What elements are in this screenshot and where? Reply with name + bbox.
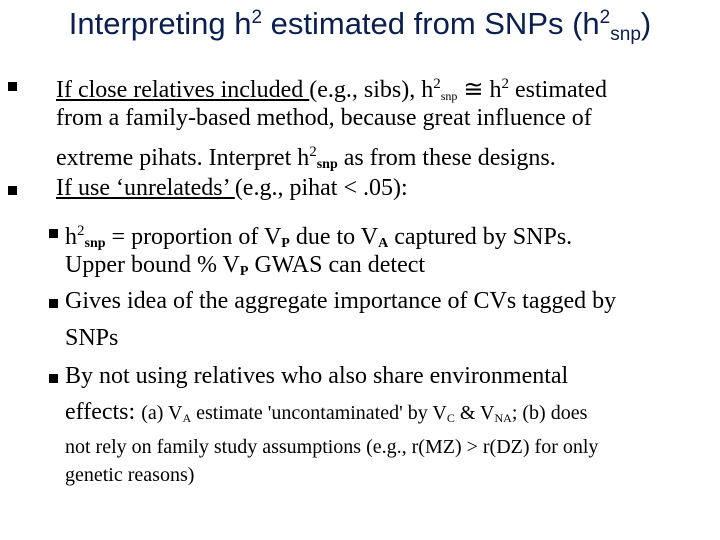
sub-bullet-3-line-3: not rely on family study assumptions (e.g., r(MZ) > r(DZ) for only (65, 436, 599, 458)
subscript: snp (84, 236, 106, 251)
sub-bullet-2-line-1: Gives idea of the aggregate importance of CVs tagged by (65, 288, 617, 314)
text: h (65, 224, 77, 250)
superscript: 2 (309, 144, 317, 160)
underlined-text: If close relatives included (56, 77, 310, 103)
text: estimate 'uncontaminated' by V (191, 402, 447, 424)
text: (e.g., sibs), h (309, 77, 434, 103)
text: effects: (65, 399, 142, 425)
sub-bullet-2-line-2: SNPs (65, 325, 119, 351)
sub-bullet-3-line-1: By not using relatives who also share environmental (65, 363, 569, 389)
bullet-2-line-1 (56, 173, 408, 204)
title-subscript: snp (610, 24, 641, 45)
subscript: A (378, 236, 389, 251)
title-text: Interpreting h (68, 6, 252, 41)
title-text-middle: estimated from SNPs (h (262, 6, 600, 41)
title-text-suffix: ) (640, 6, 652, 41)
bullet-marker (8, 82, 17, 91)
sub-bullet-3-line-4: genetic reasons) (65, 464, 195, 486)
text: estimated (509, 77, 607, 103)
subscript: P (239, 264, 249, 279)
title-superscript: 2 (251, 7, 263, 28)
underlined-text: If use ‘unrelateds’ (56, 175, 235, 201)
superscript: 2 (77, 223, 85, 239)
small-text (141, 402, 587, 424)
superscript: 2 (501, 76, 509, 92)
text: as from these designs. (337, 145, 556, 171)
text: (e.g., pihat < .05): (234, 175, 408, 201)
sub-bullet-3-line-2 (65, 397, 587, 434)
bullet-1-line-2: from a family-based method, because great influence of (56, 105, 592, 131)
text: GWAS can detect (248, 252, 426, 278)
sub-bullet-marker (49, 299, 58, 308)
sub-bullet-marker (49, 374, 58, 383)
sub-bullet-1-line-2 (65, 250, 425, 287)
slide-title (0, 6, 720, 46)
text: (a) V (141, 402, 183, 424)
superscript: 2 (433, 76, 441, 92)
text: Upper bound % V (65, 252, 240, 278)
text: = proportion of V (105, 224, 282, 250)
text: captured by SNPs. (388, 224, 573, 250)
sub-bullet-marker (49, 229, 58, 238)
text: & V (454, 402, 495, 424)
text: due to V (289, 224, 379, 250)
title-superscript-2: 2 (599, 7, 611, 28)
subscript: P (281, 236, 290, 251)
subscript: C (446, 411, 455, 425)
bullet-marker (8, 186, 17, 195)
subscript: snp (440, 89, 458, 103)
text: ≅ h (457, 77, 502, 103)
subscript: A (182, 411, 192, 425)
text: ; (b) does (511, 402, 588, 424)
subscript: NA (494, 411, 512, 425)
text: extreme pihats. Interpret h (56, 145, 310, 171)
subscript: snp (316, 157, 338, 172)
